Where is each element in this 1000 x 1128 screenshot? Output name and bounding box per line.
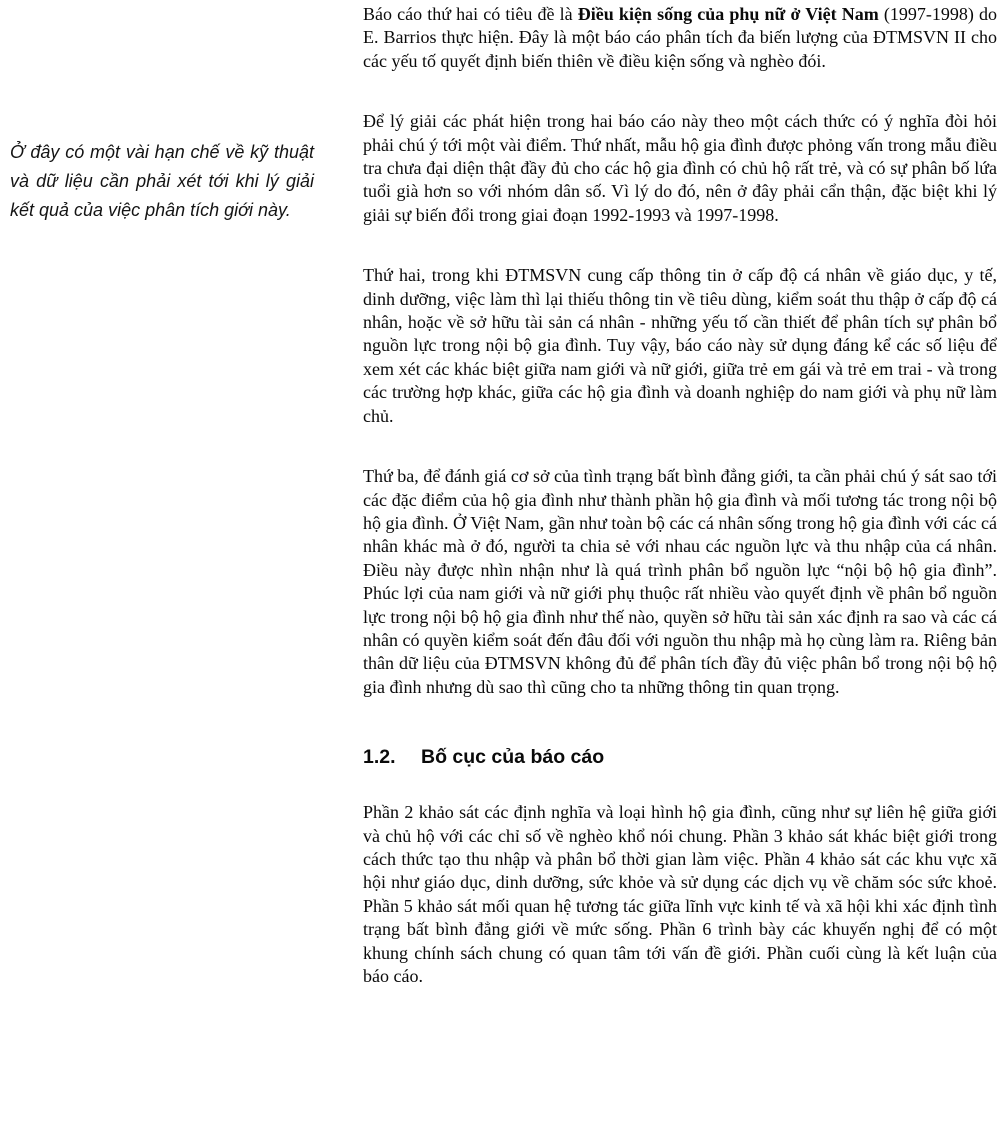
section-number: 1.2. bbox=[363, 746, 396, 769]
section-title: Bố cục của báo cáo bbox=[421, 746, 605, 769]
body-column bbox=[363, 3, 997, 988]
paragraph-third-point: Thứ ba, để đánh giá cơ sở của tình trạng bất bình đẳng giới, ta cần phải chú ý sát sao tới các đặc điểm của hộ gia đình như thành phần hộ gia đình và mối tương tác trong nội bộ hộ gia đình. Ở Việt Nam, gần như toàn bộ các cá nhân sống trong hộ gia đình với các cá nhân khác mà ở đó, người ta chia sẻ với nhau các nguồn lực và thu nhập của cá nhân. Điều này được nhìn nhận như là quá trình phân bổ nguồn lực “nội bộ hộ gia đình”. Phúc lợi của nam giới và nữ giới phụ thuộc rất nhiều vào quyết định về phân bổ nguồn lực trong nội bộ hộ gia đình như thế nào, quyền sở hữu tài sản xác định ra sao và các cá nhân có quyền kiểm soát đến đâu đối với nguồn thu nhập mà họ cùng làm ra. Riêng bản thân dữ liệu của ĐTMSVN không đủ để phân tích đầy đủ việc phân bổ trong nội bộ hộ gia đình nhưng dù sao thì cũng cho ta những thông tin quan trọng. bbox=[363, 466, 997, 697]
paragraph-first-point: Để lý giải các phát hiện trong hai báo cáo này theo một cách thức có ý nghĩa đòi hỏi phải chú ý tới một vài điểm. Thứ nhất, mẫu hộ gia đình được phỏng vấn trong mẫu điều tra chưa đại diện thật đầy đủ cho các hộ gia đình có chủ hộ rất trẻ, và có sự phân bố lứa tuổi già hơn so với nhóm dân số. Vì lý do đó, nên ở đây phải cẩn thận, đặc biệt khi lý giải sự biến đổi trong giai đoạn 1992-1993 và 1997-1998. bbox=[363, 111, 997, 225]
report-title-bold: Điều kiện sống của phụ nữ ở Việt Nam bbox=[577, 4, 879, 24]
section-heading bbox=[363, 745, 997, 770]
paragraph-report-structure: Phần 2 khảo sát các định nghĩa và loại hình hộ gia đình, cũng như sự liên hệ giữa giới và chủ hộ với các chỉ số về nghèo khổ nói chung. Phần 3 khảo sát khác biệt giới trong cách thức tạo thu nhập và phân bổ thời gian làm việc. Phần 4 khảo sát các khu vực xã hội như giáo dục, dinh dưỡng, sức khỏe và sử dụng các dịch vụ về chăm sóc sức khoẻ. Phần 5 khảo sát mối quan hệ tương tác giữa lĩnh vực kinh tế và xã hội khi xác định tình trạng bất bình đẳng giới về mức sống. Phần 6 trình bày các khuyến nghị để có một khung chính sách chung có quan tâm tới vấn đề giới. Phần cuối cùng là kết luận của báo cáo. bbox=[363, 802, 997, 986]
paragraph-report-intro-post: (1997-1998) do E. Barrios thực hiện. Đây là một báo cáo phân tích đa biến lượng của ĐTMSVN II cho các yếu tố quyết định biến thiên về điều kiện sống và nghèo đói. bbox=[363, 4, 997, 71]
paragraph-second-point: Thứ hai, trong khi ĐTMSVN cung cấp thông tin ở cấp độ cá nhân về giáo dục, y tế, dinh dưỡng, việc làm thì lại thiếu thông tin về tiêu dùng, kiểm soát thu thập ở cấp độ cá nhân, hoặc về sở hữu tài sản cá nhân - những yếu tố cần thiết để phân tích sự phân bổ nguồn lực trong nội bộ gia đình. Tuy vậy, báo cáo này sử dụng đáng kể các số liệu để xem xét các khác biệt giữa nam giới và nữ giới, giữa trẻ em gái và trẻ em trai - và trong các trường hợp khác, giữa các hộ gia đình và doanh nghiệp do nam giới và phụ nữ làm chủ. bbox=[363, 265, 997, 426]
paragraph-report-intro-pre: Báo cáo thứ hai có tiêu đề là bbox=[363, 4, 578, 24]
paragraph-report-intro bbox=[363, 3, 997, 73]
margin-note: Ở đây có một vài hạn chế về kỹ thuật và dữ liệu cần phải xét tới khi lý giải kết quả của việc phân tích giới này. bbox=[10, 142, 314, 220]
